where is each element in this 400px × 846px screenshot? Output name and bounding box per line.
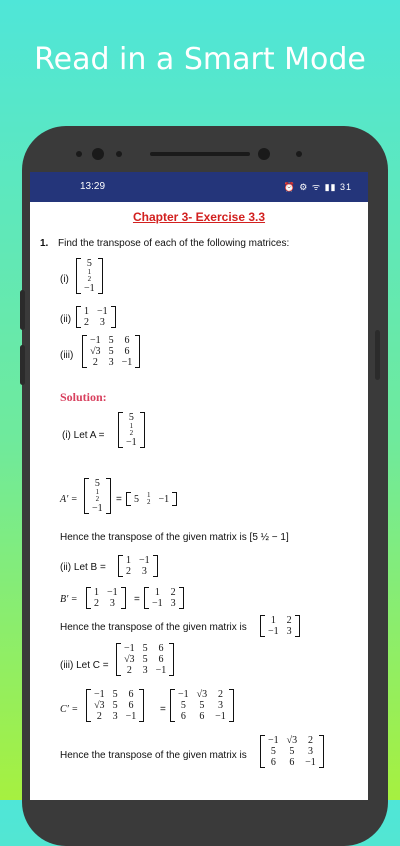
a-prime-label: A′ =	[60, 494, 78, 505]
status-bar	[30, 172, 368, 202]
sensor-icon	[116, 151, 122, 157]
conclusion-text: Hence the transpose of the given matrix is [5 ½ − 1]	[60, 532, 289, 543]
promo-headline: Read in a Smart Mode	[34, 42, 366, 77]
matrix: 1 2 −1 3	[144, 587, 184, 609]
volume-button	[20, 345, 25, 385]
sensor-icon	[76, 151, 82, 157]
matrix: −1 √3 2 5 5 3 6 6 −1	[260, 735, 324, 768]
speaker-grille	[150, 152, 250, 156]
matrix: −1 5 6 √3 5 6 2 3 −1	[86, 689, 144, 722]
equals-sign: =	[134, 594, 140, 605]
solution-let-a: (i) Let A =	[62, 430, 105, 441]
camera-icon	[92, 148, 104, 160]
volume-button	[20, 290, 25, 330]
matrix: 5 1 2 −1	[76, 258, 103, 294]
chapter-title: Chapter 3- Exercise 3.3	[132, 210, 266, 224]
matrix: −1 5 6 √3 5 6 2 3 −1	[116, 643, 174, 676]
solution-let-c: (iii) Let C =	[60, 660, 109, 671]
matrix: 5 1 2 −1	[84, 478, 111, 514]
solution-heading: Solution:	[60, 390, 107, 404]
conclusion-text: Hence the transpose of the given matrix is	[60, 622, 247, 633]
matrix: −1 5 6 √3 5 6 2 3 −1	[82, 335, 140, 368]
document-page[interactable]	[30, 202, 368, 800]
power-button	[375, 330, 380, 380]
status-time: 13:29	[80, 181, 106, 192]
matrix: 1 −1 2 3	[76, 306, 116, 328]
part-label: (i)	[60, 274, 69, 285]
equals-sign: =	[116, 494, 122, 505]
b-prime-label: B′ =	[60, 594, 78, 605]
front-camera-icon	[258, 148, 270, 160]
part-label: (ii)	[60, 314, 72, 325]
matrix: 1 −1 2 3	[86, 587, 126, 609]
part-label: (iii)	[60, 350, 74, 361]
conclusion-text: Hence the transpose of the given matrix is	[60, 750, 247, 761]
sensor-icon	[296, 151, 302, 157]
question-number: 1.	[40, 238, 49, 249]
matrix: 1 −1 2 3	[118, 555, 158, 577]
solution-let-b: (ii) Let B =	[60, 562, 106, 573]
equals-sign: =	[160, 704, 166, 715]
status-icons: ⏰ ⚙ ᯤ ▮▮ 31	[283, 182, 352, 192]
matrix: −1 √3 2 5 5 3 6 6 −1	[170, 689, 234, 722]
question-text: Find the transpose of each of the following matrices:	[58, 238, 290, 249]
matrix: 5 1 2 −1	[126, 492, 177, 506]
matrix: 1 2 −1 3	[260, 615, 300, 637]
matrix: 5 1 2 −1	[118, 412, 145, 448]
c-prime-label: C′ =	[60, 704, 79, 715]
